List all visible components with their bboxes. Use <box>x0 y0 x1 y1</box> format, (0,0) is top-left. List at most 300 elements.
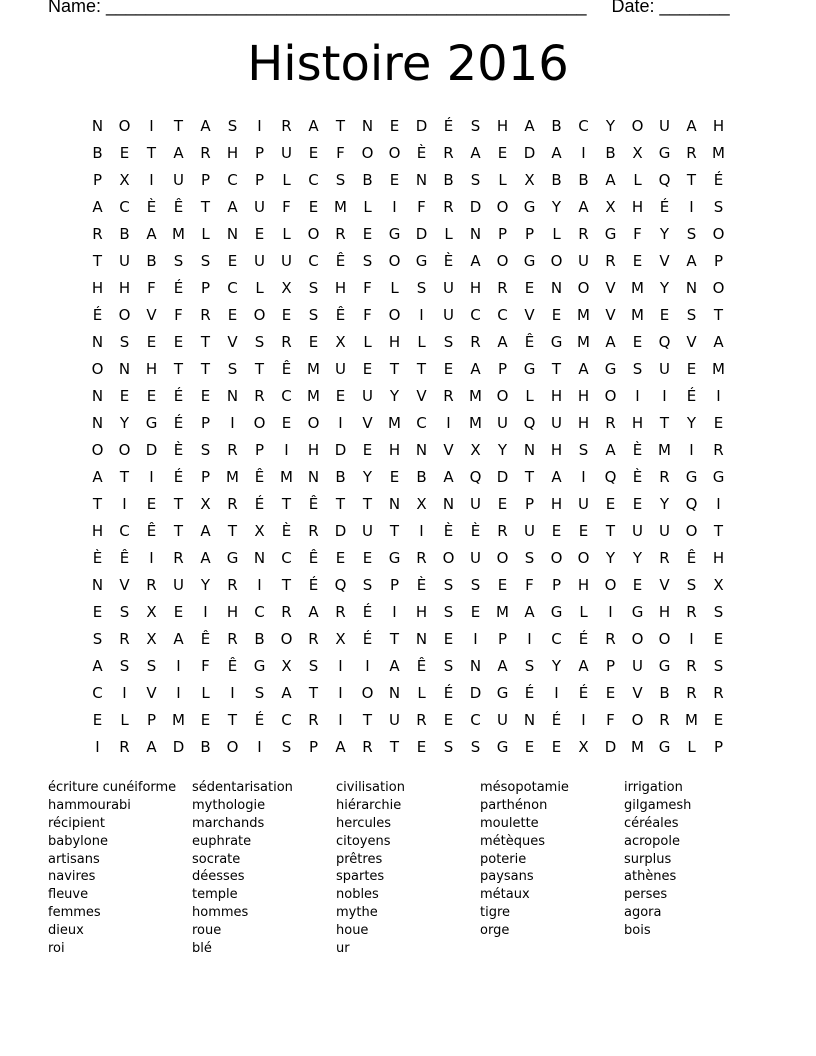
grid-letter: L <box>255 279 264 297</box>
grid-letter: C <box>281 549 292 567</box>
grid-letter: R <box>443 387 454 405</box>
grid-letter: B <box>416 468 427 486</box>
grid-letter: B <box>92 144 103 162</box>
grid-letter: T <box>713 306 724 324</box>
grid-letter: E <box>146 387 157 405</box>
grid-letter: È <box>470 522 481 540</box>
grid-letter: O <box>91 441 104 459</box>
grid-letter: S <box>632 360 643 378</box>
grid-letter: S <box>119 333 130 351</box>
grid-letter: P <box>551 576 562 594</box>
grid-letter: P <box>308 738 319 756</box>
grid-letter: R <box>713 441 724 459</box>
grid-letter: H <box>550 495 563 513</box>
grid-letter: H <box>631 414 644 432</box>
grid-letter: H <box>307 441 320 459</box>
grid-letter: V <box>443 441 454 459</box>
grid-letter: R <box>686 657 697 675</box>
grid-letter: R <box>470 333 481 351</box>
grid-letter: R <box>713 684 724 702</box>
grid-letter: O <box>307 414 320 432</box>
word-list-item: irrigation <box>624 780 683 795</box>
grid-row <box>84 734 732 761</box>
word-list-item: nobles <box>336 887 379 903</box>
grid-letter: C <box>470 711 481 729</box>
grid-letter: R <box>686 144 697 162</box>
grid-letter: U <box>254 252 265 270</box>
grid-letter: H <box>496 117 509 135</box>
grid-letter: Q <box>604 468 617 486</box>
grid-letter: O <box>496 387 509 405</box>
grid-letter: Ê <box>227 657 238 675</box>
grid-letter: V <box>146 306 157 324</box>
grid-letter: E <box>173 603 184 621</box>
grid-letter: R <box>308 630 319 648</box>
grid-letter: N <box>226 387 239 405</box>
grid-letter: Y <box>362 468 373 486</box>
grid-letter: O <box>496 252 509 270</box>
grid-letter: G <box>550 603 563 621</box>
grid-letter: T <box>551 360 562 378</box>
grid-letter: T <box>416 360 427 378</box>
grid-letter: E <box>686 360 697 378</box>
grid-letter: B <box>119 225 130 243</box>
grid-letter: S <box>308 657 319 675</box>
grid-letter: A <box>443 468 454 486</box>
grid-letter: É <box>308 576 319 594</box>
grid-letter: T <box>173 495 184 513</box>
word-list-item: blé <box>192 941 212 957</box>
grid-letter: A <box>308 117 319 135</box>
grid-letter: D <box>334 522 347 540</box>
grid-letter: M <box>496 603 509 621</box>
grid-letter: T <box>713 522 724 540</box>
grid-letter: P <box>200 414 211 432</box>
grid-letter: E <box>146 333 157 351</box>
word-list-item: mésopotamie <box>480 780 569 795</box>
grid-row <box>84 167 732 194</box>
grid-letter: È <box>173 441 184 459</box>
grid-row <box>84 437 732 464</box>
grid-letter: A <box>497 333 508 351</box>
grid-letter: A <box>686 252 697 270</box>
grid-letter: X <box>578 738 589 756</box>
grid-letter: É <box>362 630 373 648</box>
grid-letter: A <box>605 441 616 459</box>
grid-letter: H <box>388 441 401 459</box>
grid-letter: U <box>173 171 184 189</box>
grid-letter: R <box>200 144 211 162</box>
grid-letter: D <box>496 468 509 486</box>
grid-letter: R <box>308 711 319 729</box>
grid-letter: O <box>496 549 509 567</box>
grid-row <box>84 518 732 545</box>
grid-letter: L <box>552 225 561 243</box>
grid-letter: A <box>146 738 157 756</box>
grid-row <box>84 221 732 248</box>
grid-letter: P <box>254 441 265 459</box>
grid-letter: O <box>577 279 590 297</box>
grid-letter: I <box>149 468 154 486</box>
grid-letter: R <box>200 306 211 324</box>
grid-letter: U <box>254 198 265 216</box>
grid-letter: O <box>226 738 239 756</box>
grid-letter: Y <box>659 495 670 513</box>
grid-letter: E <box>443 360 454 378</box>
grid-letter: I <box>203 603 208 621</box>
grid-letter: E <box>281 414 292 432</box>
grid-letter: F <box>525 576 534 594</box>
grid-letter: A <box>470 252 481 270</box>
grid-letter: R <box>686 603 697 621</box>
grid-letter: S <box>254 684 265 702</box>
grid-row <box>84 491 732 518</box>
grid-letter: R <box>443 198 454 216</box>
grid-letter: C <box>281 387 292 405</box>
grid-letter: A <box>605 333 616 351</box>
grid-letter: X <box>335 630 346 648</box>
word-list-item: paysans <box>480 869 534 885</box>
grid-letter: R <box>443 144 454 162</box>
grid-letter: É <box>173 279 184 297</box>
grid-letter: G <box>658 738 671 756</box>
grid-letter: M <box>307 387 320 405</box>
grid-row <box>84 680 732 707</box>
grid-letter: É <box>551 711 562 729</box>
grid-letter: S <box>362 252 373 270</box>
grid-letter: O <box>550 252 563 270</box>
grid-row <box>84 410 732 437</box>
grid-letter: È <box>416 576 427 594</box>
grid-letter: S <box>713 603 724 621</box>
grid-letter: F <box>417 198 426 216</box>
grid-letter: R <box>659 468 670 486</box>
grid-letter: L <box>282 171 291 189</box>
grid-letter: L <box>444 225 453 243</box>
word-list-item: tigre <box>480 905 511 921</box>
grid-letter: E <box>389 468 400 486</box>
word-list-item: roi <box>48 941 65 957</box>
grid-row <box>84 599 732 626</box>
grid-letter: F <box>201 657 210 675</box>
grid-letter: R <box>281 603 292 621</box>
grid-letter: P <box>254 171 265 189</box>
grid-letter: Y <box>686 414 697 432</box>
grid-letter: P <box>497 630 508 648</box>
grid-letter: V <box>659 252 670 270</box>
grid-letter: T <box>389 738 400 756</box>
grid-letter: E <box>659 306 670 324</box>
grid-letter: V <box>524 306 535 324</box>
grid-letter: C <box>578 117 589 135</box>
grid-letter: Y <box>632 549 643 567</box>
grid-letter: R <box>92 225 103 243</box>
grid-letter: U <box>524 522 535 540</box>
grid-letter: B <box>146 252 157 270</box>
grid-letter: R <box>416 711 427 729</box>
grid-letter: A <box>524 117 535 135</box>
grid-letter: É <box>173 414 184 432</box>
grid-letter: T <box>335 495 346 513</box>
grid-letter: L <box>201 684 210 702</box>
grid-letter: A <box>200 522 211 540</box>
grid-letter: T <box>659 414 670 432</box>
grid-letter: O <box>604 576 617 594</box>
grid-row <box>84 356 732 383</box>
grid-letter: U <box>443 279 454 297</box>
grid-row <box>84 140 732 167</box>
grid-letter: I <box>689 630 694 648</box>
grid-letter: L <box>417 333 426 351</box>
word-list-item: déesses <box>192 869 245 885</box>
grid-letter: R <box>686 684 697 702</box>
word-list-item: métaux <box>480 887 530 903</box>
word-list-item: hiérarchie <box>336 797 402 813</box>
grid-letter: E <box>632 333 643 351</box>
grid-letter: X <box>146 630 157 648</box>
grid-letter: U <box>173 576 184 594</box>
grid-letter: I <box>527 630 532 648</box>
grid-letter: P <box>92 171 103 189</box>
grid-letter: Ê <box>281 360 292 378</box>
grid-letter: E <box>632 252 643 270</box>
grid-letter: A <box>470 360 481 378</box>
grid-letter: S <box>227 117 238 135</box>
grid-letter: E <box>389 117 400 135</box>
grid-letter: C <box>308 171 319 189</box>
word-list-item: femmes <box>48 905 101 921</box>
grid-letter: E <box>443 630 454 648</box>
grid-letter: O <box>496 198 509 216</box>
grid-letter: O <box>388 252 401 270</box>
grid-row <box>84 302 732 329</box>
grid-letter: S <box>173 252 184 270</box>
grid-row <box>84 275 732 302</box>
grid-letter: A <box>173 630 184 648</box>
word-list <box>48 779 768 958</box>
word-list-item: navires <box>48 869 96 885</box>
grid-letter: É <box>578 630 589 648</box>
grid-letter: F <box>363 306 372 324</box>
grid-letter: É <box>443 117 454 135</box>
grid-letter: A <box>551 144 562 162</box>
grid-letter: Ê <box>335 252 346 270</box>
grid-letter: I <box>257 738 262 756</box>
grid-letter: R <box>659 549 670 567</box>
word-list-item: hammourabi <box>48 797 131 813</box>
word-list-item: bois <box>624 923 651 939</box>
grid-letter: A <box>308 603 319 621</box>
grid-letter: G <box>658 657 671 675</box>
grid-letter: T <box>92 495 103 513</box>
grid-letter: H <box>577 387 590 405</box>
grid-letter: F <box>363 279 372 297</box>
grid-letter: A <box>281 684 292 702</box>
grid-letter: S <box>119 603 130 621</box>
grid-letter: B <box>659 684 670 702</box>
grid-letter: N <box>253 549 266 567</box>
grid-letter: O <box>361 684 374 702</box>
grid-letter: Ê <box>416 657 427 675</box>
grid-letter: I <box>338 657 343 675</box>
grid-letter: S <box>524 549 535 567</box>
grid-letter: N <box>91 333 104 351</box>
grid-letter: B <box>443 171 454 189</box>
grid-letter: M <box>388 414 401 432</box>
word-list-item: récipient <box>48 815 106 831</box>
grid-letter: T <box>254 360 265 378</box>
grid-letter: N <box>91 414 104 432</box>
grid-letter: U <box>470 495 481 513</box>
word-list-item: écriture cunéiforme <box>48 780 177 795</box>
grid-letter: G <box>523 198 536 216</box>
grid-letter: È <box>443 522 454 540</box>
grid-letter: U <box>470 549 481 567</box>
grid-letter: I <box>419 306 424 324</box>
grid-letter: A <box>578 360 589 378</box>
grid-letter: H <box>226 603 239 621</box>
grid-letter: I <box>446 414 451 432</box>
grid-letter: E <box>605 684 616 702</box>
grid-letter: S <box>443 576 454 594</box>
grid-letter: G <box>631 603 644 621</box>
grid-letter: A <box>173 144 184 162</box>
grid-letter: I <box>716 387 721 405</box>
grid-letter: X <box>281 657 292 675</box>
grid-letter: H <box>91 522 104 540</box>
grid-letter: I <box>338 711 343 729</box>
grid-letter: É <box>659 198 670 216</box>
grid-letter: O <box>631 711 644 729</box>
grid-letter: S <box>362 576 373 594</box>
grid-letter: E <box>308 333 319 351</box>
grid-row <box>84 653 732 680</box>
grid-letter: V <box>416 387 427 405</box>
grid-letter: X <box>470 441 481 459</box>
word-list-item: orge <box>480 923 510 939</box>
grid-letter: É <box>173 468 184 486</box>
grid-letter: E <box>524 279 535 297</box>
grid-letter: N <box>442 495 455 513</box>
grid-letter: D <box>334 441 347 459</box>
grid-letter: É <box>578 684 589 702</box>
grid-letter: G <box>388 225 401 243</box>
grid-letter: A <box>524 603 535 621</box>
grid-letter: I <box>689 441 694 459</box>
grid-letter: S <box>713 657 724 675</box>
grid-letter: E <box>200 711 211 729</box>
grid-letter: Ê <box>254 468 265 486</box>
grid-letter: I <box>662 387 667 405</box>
word-list-item: sédentarisation <box>192 780 293 795</box>
grid-letter: I <box>230 684 235 702</box>
grid-letter: P <box>200 468 211 486</box>
grid-letter: È <box>146 198 157 216</box>
grid-letter: S <box>200 441 211 459</box>
grid-letter: T <box>308 684 319 702</box>
grid-letter: T <box>200 360 211 378</box>
grid-letter: H <box>550 441 563 459</box>
grid-letter: È <box>416 144 427 162</box>
grid-letter: U <box>632 522 643 540</box>
grid-letter: G <box>496 738 509 756</box>
grid-letter: E <box>551 306 562 324</box>
grid-letter: O <box>361 144 374 162</box>
grid-letter: T <box>362 495 373 513</box>
grid-letter: B <box>578 171 589 189</box>
grid-letter: E <box>146 495 157 513</box>
grid-letter: U <box>281 252 292 270</box>
grid-letter: C <box>119 198 130 216</box>
grid-letter: I <box>149 171 154 189</box>
grid-letter: Q <box>658 171 671 189</box>
grid-letter: X <box>200 495 211 513</box>
grid-letter: O <box>442 549 455 567</box>
grid-letter: I <box>176 684 181 702</box>
grid-letter: P <box>146 711 157 729</box>
grid-letter: G <box>145 414 158 432</box>
grid-letter: D <box>415 225 428 243</box>
grid-letter: E <box>335 549 346 567</box>
grid-letter: A <box>578 198 589 216</box>
grid-letter: M <box>577 306 590 324</box>
grid-letter: U <box>497 711 508 729</box>
grid-letter: É <box>713 171 724 189</box>
grid-letter: Ê <box>524 333 535 351</box>
grid-letter: S <box>146 657 157 675</box>
grid-letter: B <box>254 630 265 648</box>
word-list-item: euphrate <box>192 833 252 849</box>
word-list-item: civilisation <box>336 780 405 795</box>
grid-letter: H <box>469 279 482 297</box>
grid-letter: N <box>91 387 104 405</box>
grid-letter: O <box>91 360 104 378</box>
grid-letter: A <box>146 225 157 243</box>
grid-letter: D <box>172 738 185 756</box>
grid-letter: X <box>281 279 292 297</box>
grid-letter: I <box>365 657 370 675</box>
grid-letter: U <box>362 387 373 405</box>
grid-letter: H <box>388 333 401 351</box>
grid-letter: E <box>524 738 535 756</box>
grid-letter: C <box>497 306 508 324</box>
grid-letter: F <box>606 711 615 729</box>
grid-letter: G <box>226 549 239 567</box>
grid-letter: R <box>497 279 508 297</box>
page-title: Histoire 2016 <box>247 36 569 92</box>
grid-letter: I <box>689 198 694 216</box>
grid-letter: R <box>281 117 292 135</box>
grid-letter: M <box>307 360 320 378</box>
grid-letter: S <box>281 738 292 756</box>
grid-letter: I <box>122 495 127 513</box>
word-list-item: marchands <box>192 815 265 831</box>
grid-letter: E <box>389 171 400 189</box>
grid-letter: O <box>307 225 320 243</box>
grid-letter: T <box>389 630 400 648</box>
word-list-item: fleuve <box>48 887 89 903</box>
grid-letter: V <box>146 684 157 702</box>
grid-letter: N <box>415 441 428 459</box>
grid-letter: Y <box>659 225 670 243</box>
grid-letter: U <box>659 360 670 378</box>
grid-letter: H <box>550 387 563 405</box>
grid-letter: Ê <box>308 495 319 513</box>
grid-letter: E <box>551 738 562 756</box>
grid-letter: E <box>578 522 589 540</box>
grid-letter: E <box>551 522 562 540</box>
grid-letter: I <box>149 549 154 567</box>
